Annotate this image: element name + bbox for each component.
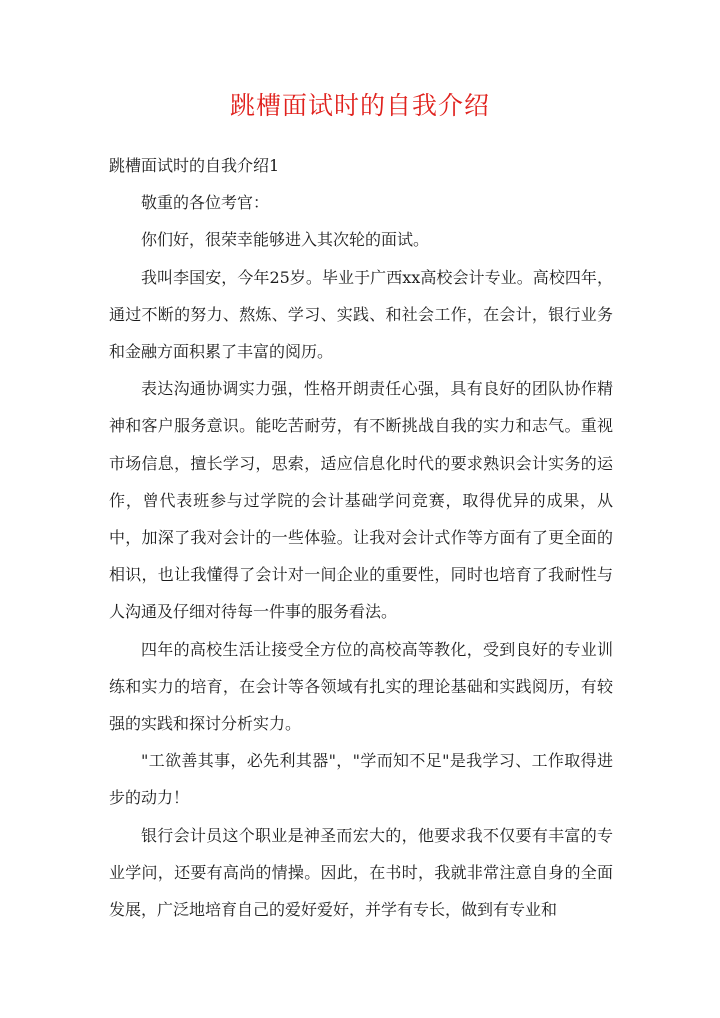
paragraph-background: 我叫李国安，今年25岁。毕业于广西xx高校会计专业。高校四年，通过不断的努力、熬炼、学习、实践、和社会工作，在会计，银行业务和金融方面积累了丰富的阅历。 (109, 267, 613, 362)
paragraph-education: 四年的高校生活让接受全方位的高校高等教化，受到良好的专业训练和实力的培育，在会计等各领域有扎实的理论基础和实践阅历，有较强的实践和探讨分析实力。 (109, 639, 613, 734)
paragraph-greeting: 敬重的各位考官： (141, 193, 270, 213)
document-title: 跳槽面试时的自我介绍 (229, 91, 490, 120)
paragraph-career: 银行会计员这个职业是神圣而宏大的，他要求我不仅要有丰富的专业学问，还要有高尚的情操。因此，在书时，我就非常注意自身的全面发展，广泛地培育自己的爱好爱好，并学有专长，做到有专业和 (109, 825, 613, 920)
section-heading: 跳槽面试时的自我介绍1 (109, 156, 280, 175)
paragraph-abilities: 表达沟通协调实力强，性格开朗责任心强，具有良好的团队协作精神和客户服务意识。能吃苦耐劳，有不断挑战自我的实力和志气。重视市场信息，擅长学习，思索，适应信息化时代的要求熟识会计实务的运作，曾代表班参与过学院的会计基础学问竞赛，取得优异的成果，从中，加深了我对会计的一些体验。让我对会计式作等方面有了更全面的相识，也让我懂得了会计对一间企业的重要性，同时也培育了我耐性与人沟通及仔细对待每一件事的服务看法。 (109, 379, 613, 622)
document-body (109, 147, 613, 928)
paragraph-motto: "工欲善其事，必先利其器"，"学而知不足"是我学习、工作取得进步的动力！ (109, 751, 613, 808)
paragraph-hello: 你们好，很荣幸能够进入其次轮的面试。 (141, 230, 430, 250)
